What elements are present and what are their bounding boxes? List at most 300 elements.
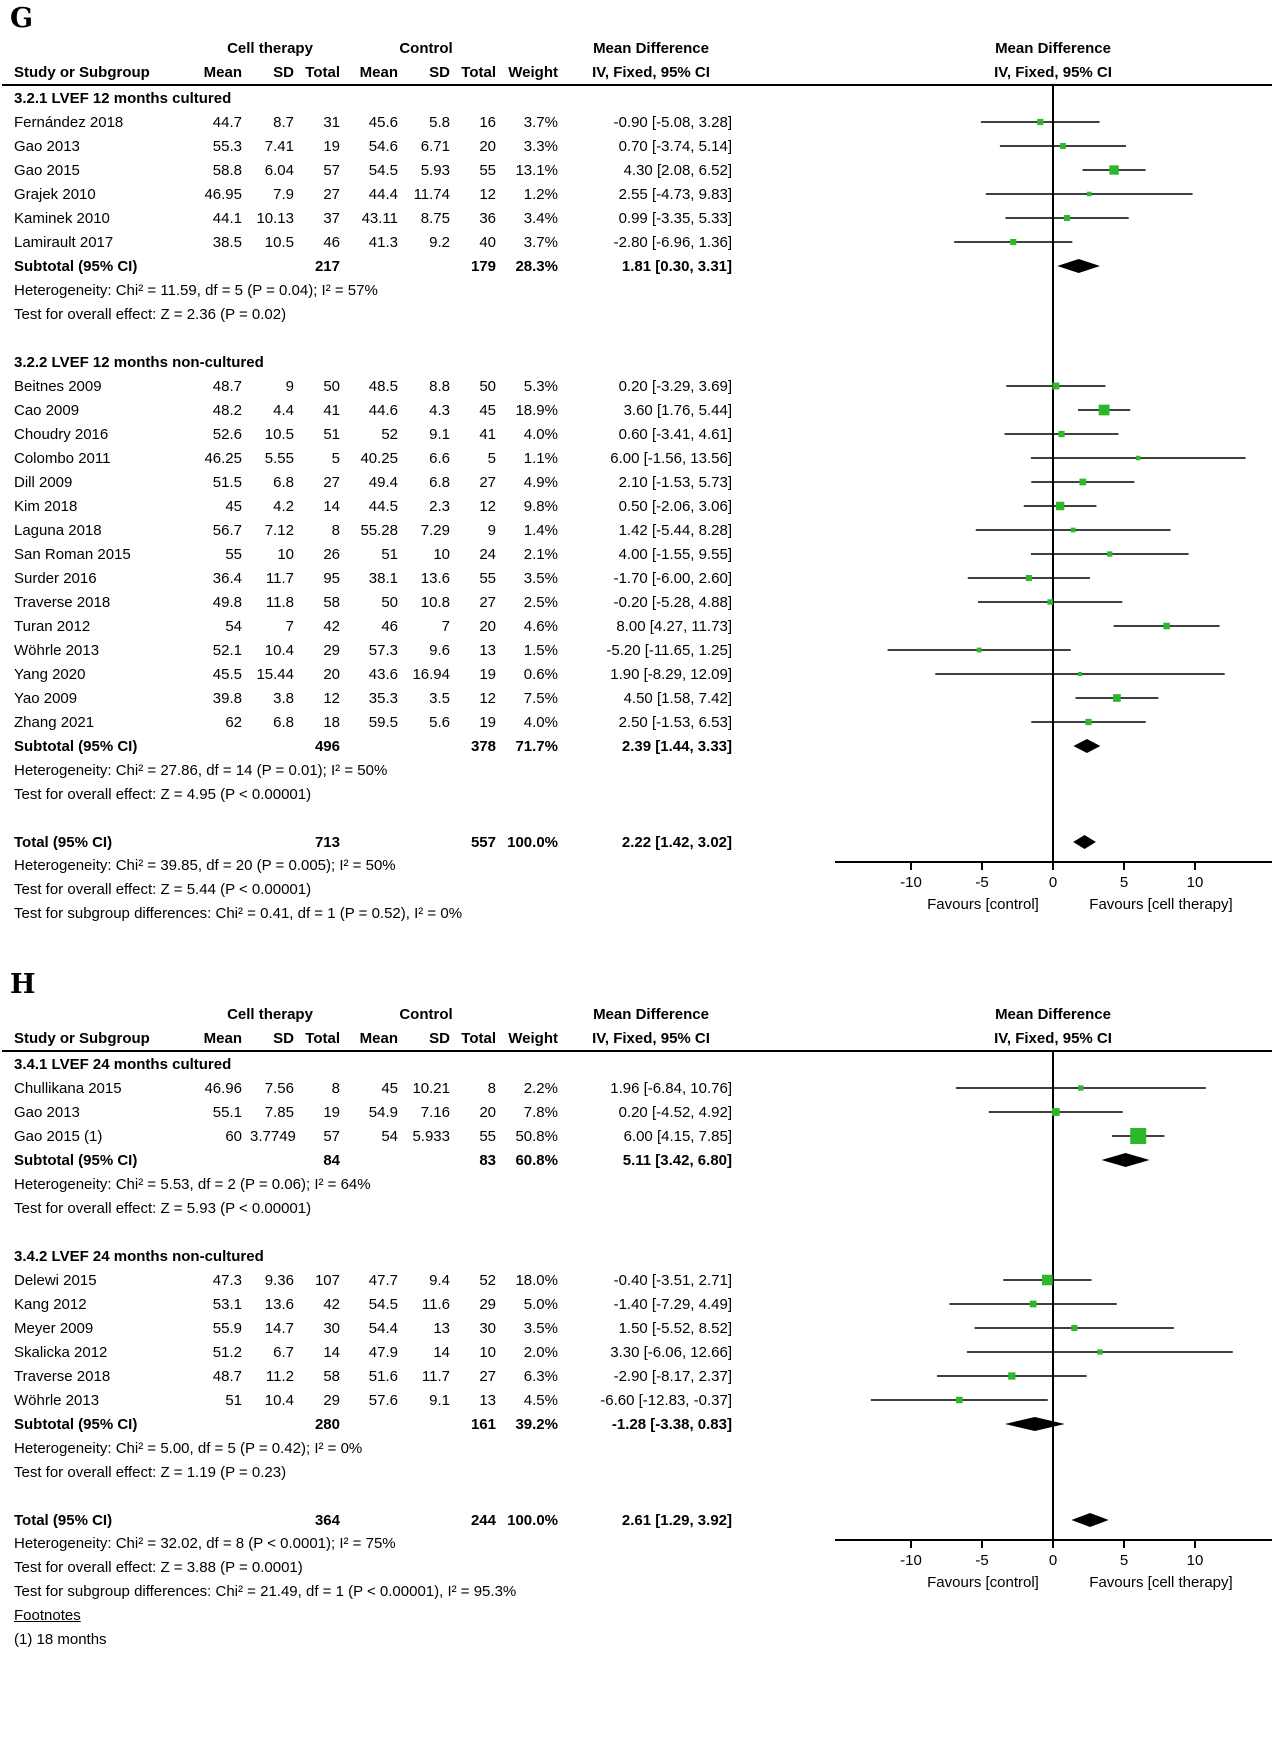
ci-plot-cell [736, 230, 1272, 254]
table-row [2, 1172, 1272, 1196]
study-name: Subtotal (95% CI) [14, 1151, 138, 1169]
ci-text: 2.39 [1.44, 3.33] [621, 737, 732, 755]
w-cell: 2.1% [523, 545, 558, 563]
col-header-weight-8: Weight [508, 1029, 558, 1047]
study-name: Colombo 2011 [14, 449, 111, 467]
table-row [2, 374, 1272, 398]
effect-marker [1071, 1325, 1077, 1331]
w-cell: 3.4% [523, 209, 558, 227]
effect-marker [1107, 551, 1112, 556]
effect-marker [1060, 143, 1066, 149]
w-cell: 2.2% [523, 1079, 558, 1097]
ci-plot-cell [736, 830, 1272, 854]
study-name: Traverse 2018 [14, 593, 111, 611]
col-header-total-4: Total [305, 63, 340, 81]
w-cell: 4.9% [523, 473, 558, 491]
ci-plot [736, 1364, 1272, 1388]
ci-text: 1.50 [-5.52, 8.52] [618, 1319, 732, 1337]
n1-cell: 20 [323, 665, 340, 683]
sd1-cell: 7.56 [264, 1079, 294, 1097]
table-row [2, 302, 1272, 326]
tick-label: -10 [900, 1552, 922, 1569]
sd2-cell: 11.6 [421, 1295, 450, 1313]
n2-cell: 12 [479, 497, 496, 515]
m1-cell: 49.8 [212, 593, 242, 611]
ci-text: 0.20 [-4.52, 4.92] [618, 1103, 732, 1121]
col-header-sd-6: SD [429, 63, 450, 81]
sd1-cell: 7.41 [264, 137, 294, 155]
ci-plot [736, 422, 1272, 446]
m2-cell: 38.1 [368, 569, 398, 587]
effect-marker [1010, 239, 1016, 245]
m2-cell: 41.3 [368, 233, 398, 251]
n1-cell: 50 [323, 377, 340, 395]
ci-text: -2.90 [-8.17, 2.37] [613, 1367, 732, 1385]
ci-plot [736, 206, 1272, 230]
ci-plot [736, 566, 1272, 590]
w-cell: 1.1% [523, 449, 558, 467]
sd1-cell: 11.7 [265, 569, 294, 587]
n1-cell: 217 [314, 257, 340, 275]
favours-left-label: Favours [control] [927, 1574, 1039, 1591]
table-row [2, 566, 1272, 590]
col-header-mean-5: Mean [359, 1029, 398, 1047]
ci-text: 0.60 [-3.41, 4.61] [618, 425, 732, 443]
table-row [2, 1412, 1272, 1436]
m2-cell: 54.5 [368, 161, 398, 179]
ci-text: 0.50 [-2.06, 3.06] [618, 497, 732, 515]
ci-plot-cell [736, 1052, 1272, 1076]
tick-label: 10 [1186, 874, 1204, 891]
effect-marker [1079, 479, 1086, 486]
n1-cell: 19 [323, 137, 340, 155]
study-name: Kaminek 2010 [14, 209, 110, 227]
sd2-cell: 9.1 [429, 425, 450, 443]
effect-marker [1078, 1085, 1083, 1090]
m1-cell: 55 [225, 545, 242, 563]
effect-marker [1163, 623, 1170, 630]
sd1-cell: 6.7 [273, 1343, 294, 1361]
n2-cell: 378 [470, 737, 496, 755]
stats-text: Heterogeneity: Chi² = 5.00, df = 5 (P = 0.42); I² = 0% [14, 1439, 363, 1457]
n2-cell: 27 [479, 1367, 496, 1385]
n1-cell: 8 [331, 1079, 340, 1097]
panel-label: H [10, 969, 36, 1000]
table-row [2, 1388, 1272, 1412]
m1-cell: 60 [225, 1127, 242, 1145]
sd1-cell: 6.8 [273, 473, 294, 491]
ci-plot [736, 614, 1272, 638]
mean-difference-plot-header: Mean Difference [995, 39, 1111, 57]
effect-marker [1136, 456, 1140, 460]
stats-text: Heterogeneity: Chi² = 39.85, df = 20 (P = 0.005); I² = 50% [14, 857, 396, 874]
pooled-diamond [1071, 1513, 1108, 1527]
ci-text: -1.40 [-7.29, 4.49] [613, 1295, 732, 1313]
stats-text: Test for overall effect: Z = 5.44 (P < 0.00001) [14, 881, 312, 898]
ci-plot [736, 1268, 1272, 1292]
mean-difference-header: Mean Difference [593, 39, 709, 57]
n1-cell: 30 [323, 1319, 340, 1337]
n2-cell: 45 [479, 401, 496, 419]
study-name: Total (95% CI) [14, 833, 113, 851]
ci-plot-cell [736, 134, 1272, 158]
effect-marker [1052, 1108, 1060, 1116]
stats-text: Test for overall effect: Z = 2.36 (P = 0.02) [14, 305, 287, 323]
table-row [2, 1244, 1272, 1268]
ci-plot-cell [736, 422, 1272, 446]
sd2-cell: 16.94 [412, 665, 450, 683]
effect-marker [1052, 383, 1059, 390]
ci-plot-cell [736, 470, 1272, 494]
ci-plot [736, 110, 1272, 134]
ci-plot-cell [736, 1076, 1272, 1100]
sd1-cell: 10 [277, 545, 294, 563]
effect-marker [1047, 599, 1053, 605]
m1-cell: 39.8 [212, 689, 242, 707]
ci-plot-cell [736, 374, 1272, 398]
n1-cell: 364 [314, 1511, 340, 1529]
n2-cell: 83 [479, 1151, 496, 1169]
pooled-plot [736, 1508, 1272, 1532]
bottom-stats [2, 1532, 736, 1652]
ci-plot [736, 1316, 1272, 1340]
m2-cell: 44.4 [368, 185, 398, 203]
ci-text: -1.70 [-6.00, 2.60] [613, 569, 732, 587]
n1-cell: 46 [323, 233, 340, 251]
ci-plot-cell [736, 1460, 1272, 1484]
sd2-cell: 7.29 [420, 521, 450, 539]
stats-text: Test for overall effect: Z = 4.95 (P < 0.00001) [14, 785, 312, 803]
sd2-cell: 10.21 [412, 1079, 450, 1097]
ci-text: 0.99 [-3.35, 5.33] [618, 209, 732, 227]
table-row [2, 446, 1272, 470]
ci-plot [736, 134, 1272, 158]
table-row [2, 1292, 1272, 1316]
m1-cell: 46.95 [204, 185, 242, 203]
n2-cell: 20 [479, 617, 496, 635]
m1-cell: 55.9 [212, 1319, 242, 1337]
bottom-row [2, 854, 1272, 926]
subgroup-title: 3.4.2 LVEF 24 months non-cultured [14, 1247, 264, 1265]
study-name: Subtotal (95% CI) [14, 257, 138, 275]
table-row [2, 710, 1272, 734]
sd1-cell: 5.55 [264, 449, 294, 467]
ci-plot-cell [736, 1148, 1272, 1172]
table-row [2, 206, 1272, 230]
mean-difference-header: Mean Difference [593, 1005, 709, 1023]
stats-text: Test for overall effect: Z = 3.88 (P = 0.0001) [14, 1559, 303, 1576]
ci-plot-cell [736, 1124, 1272, 1148]
ci-plot-cell [736, 1316, 1272, 1340]
study-name: Turan 2012 [14, 617, 91, 635]
ci-text: 6.00 [4.15, 7.85] [623, 1127, 732, 1145]
ci-plot-cell [736, 638, 1272, 662]
ci-plot-cell [736, 1196, 1272, 1220]
m2-cell: 45 [381, 1079, 398, 1097]
col-header-mean-2: Mean [203, 1029, 242, 1047]
sd1-cell: 10.4 [264, 1391, 294, 1409]
table-row [2, 542, 1272, 566]
study-name: Wöhrle 2013 [14, 1391, 100, 1409]
n2-cell: 55 [479, 1127, 496, 1145]
panel-label: G [10, 3, 34, 34]
n1-cell: 26 [323, 545, 340, 563]
n2-cell: 244 [470, 1511, 496, 1529]
w-cell: 1.4% [523, 521, 558, 539]
subgroup-title: 3.4.1 LVEF 24 months cultured [14, 1055, 232, 1073]
effect-marker [1078, 672, 1082, 676]
n1-cell: 42 [323, 1295, 340, 1313]
m2-cell: 44.6 [368, 401, 398, 419]
effect-marker [956, 1397, 963, 1404]
n2-cell: 557 [470, 833, 496, 851]
effect-marker [1071, 528, 1076, 533]
m2-cell: 45.6 [368, 113, 398, 131]
n1-cell: 57 [323, 161, 340, 179]
ci-text: 0.20 [-3.29, 3.69] [618, 377, 732, 395]
w-cell: 100.0% [507, 1511, 558, 1529]
w-cell: 71.7% [515, 737, 558, 755]
table-row [2, 1196, 1272, 1220]
ci-plot [736, 230, 1272, 254]
ci-plot-cell [736, 206, 1272, 230]
sd1-cell: 7.12 [264, 521, 294, 539]
ci-plot [736, 662, 1272, 686]
table-row [2, 1076, 1272, 1100]
m1-cell: 55.3 [212, 137, 242, 155]
sd2-cell: 10 [433, 545, 450, 563]
ci-text: 4.00 [-1.55, 9.55] [618, 545, 732, 563]
sd2-cell: 13 [433, 1319, 450, 1337]
sd2-cell: 9.2 [429, 233, 450, 251]
ci-text: -0.40 [-3.51, 2.71] [613, 1271, 732, 1289]
m1-cell: 52.1 [212, 641, 242, 659]
m2-cell: 54.4 [368, 1319, 398, 1337]
ci-text: 2.22 [1.42, 3.02] [621, 833, 732, 851]
w-cell: 3.7% [523, 233, 558, 251]
n1-cell: 58 [323, 1367, 340, 1385]
m1-cell: 53.1 [212, 1295, 242, 1313]
ci-text: 4.30 [2.08, 6.52] [623, 161, 732, 179]
spacer-row [2, 1220, 1272, 1244]
effect-marker [1037, 119, 1043, 125]
m1-cell: 51.5 [212, 473, 242, 491]
effect-marker [977, 648, 982, 653]
sd2-cell: 10.8 [420, 593, 450, 611]
col-header-mean-5: Mean [359, 63, 398, 81]
ci-plot-cell [736, 1412, 1272, 1436]
m1-cell: 46.25 [204, 449, 242, 467]
ci-text: 2.55 [-4.73, 9.83] [618, 185, 732, 203]
pooled-plot [736, 830, 1272, 854]
sd2-cell: 9.6 [429, 641, 450, 659]
m1-cell: 58.8 [212, 161, 242, 179]
sd1-cell: 7.9 [273, 185, 294, 203]
study-name: Kang 2012 [14, 1295, 87, 1313]
study-name: Delewi 2015 [14, 1271, 97, 1289]
table-row [2, 518, 1272, 542]
header-columns-row [2, 60, 1272, 86]
table-row [2, 182, 1272, 206]
w-cell: 1.2% [523, 185, 558, 203]
table-row [2, 1436, 1272, 1460]
m1-cell: 51.2 [212, 1343, 242, 1361]
pooled-plot [736, 254, 1272, 278]
study-name: Meyer 2009 [14, 1319, 94, 1337]
table-row [2, 758, 1272, 782]
study-name: Beitnes 2009 [14, 377, 102, 395]
n1-cell: 14 [323, 497, 340, 515]
w-cell: 13.1% [515, 161, 558, 179]
table-row [2, 830, 1272, 854]
stats-text: Heterogeneity: Chi² = 11.59, df = 5 (P = 0.04); I² = 57% [14, 281, 378, 299]
m2-cell: 48.5 [368, 377, 398, 395]
effect-marker [1113, 694, 1121, 702]
m1-cell: 45.5 [212, 665, 242, 683]
m1-cell: 44.1 [212, 209, 242, 227]
sd2-cell: 9.1 [429, 1391, 450, 1409]
ci-plot [736, 158, 1272, 182]
table-row [2, 494, 1272, 518]
pooled-diamond [1057, 259, 1100, 273]
sd2-cell: 7.16 [420, 1103, 450, 1121]
sd1-cell: 10.5 [264, 233, 294, 251]
n2-cell: 40 [479, 233, 496, 251]
table-row [2, 782, 1272, 806]
ci-plot-cell [736, 158, 1272, 182]
favours-left-label: Favours [control] [927, 896, 1039, 913]
w-cell: 0.6% [523, 665, 558, 683]
spacer-row [2, 806, 1272, 830]
study-name: Choudry 2016 [14, 425, 109, 443]
stats-text: Test for overall effect: Z = 1.19 (P = 0.23) [14, 1463, 287, 1481]
m2-cell: 54.9 [368, 1103, 398, 1121]
n1-cell: 12 [323, 689, 340, 707]
n1-cell: 27 [323, 185, 340, 203]
effect-marker [1109, 165, 1118, 174]
m2-cell: 54.5 [368, 1295, 398, 1313]
study-name: Chullikana 2015 [14, 1079, 122, 1097]
sd2-cell: 6.71 [420, 137, 450, 155]
ci-plot [736, 1340, 1272, 1364]
sd1-cell: 7.85 [264, 1103, 294, 1121]
study-name: Zhang 2021 [14, 713, 95, 731]
ci-text: -0.20 [-5.28, 4.88] [613, 593, 732, 611]
w-cell: 6.3% [523, 1367, 558, 1385]
ci-col-header: IV, Fixed, 95% CI [592, 63, 710, 81]
ci-plot-cell [736, 278, 1272, 302]
ci-text: 1.81 [0.30, 3.31] [621, 257, 732, 275]
w-cell: 18.0% [515, 1271, 558, 1289]
ci-plot-cell [736, 614, 1272, 638]
w-cell: 3.3% [523, 137, 558, 155]
table-row [2, 158, 1272, 182]
w-cell: 9.8% [523, 497, 558, 515]
n1-cell: 42 [323, 617, 340, 635]
n2-cell: 12 [479, 689, 496, 707]
tick-label: 5 [1119, 874, 1129, 891]
sd1-cell: 6.8 [273, 713, 294, 731]
m2-cell: 54 [381, 1127, 398, 1145]
subgroup-title: 3.2.2 LVEF 12 months non-cultured [14, 353, 264, 371]
ci-plot-cell [736, 254, 1272, 278]
m1-cell: 48.7 [212, 377, 242, 395]
sd1-cell: 14.7 [264, 1319, 294, 1337]
ci-text: 1.90 [-8.29, 12.09] [610, 665, 732, 683]
n2-cell: 20 [479, 137, 496, 155]
m1-cell: 47.3 [212, 1271, 242, 1289]
effect-marker [1042, 1275, 1053, 1286]
table-row [2, 1268, 1272, 1292]
x-axis [736, 854, 1272, 920]
pooled-diamond [1102, 1153, 1150, 1167]
n2-cell: 41 [479, 425, 496, 443]
table-row [2, 422, 1272, 446]
ci-text: 2.10 [-1.53, 5.73] [618, 473, 732, 491]
m1-cell: 56.7 [212, 521, 242, 539]
ci-plot-cell [736, 590, 1272, 614]
table-row [2, 470, 1272, 494]
ci-plot-cell [736, 542, 1272, 566]
table-row [2, 662, 1272, 686]
pooled-plot [736, 1148, 1272, 1172]
ci-plot [736, 182, 1272, 206]
sd1-cell: 10.5 [264, 425, 294, 443]
ci-plot-cell [736, 686, 1272, 710]
m2-cell: 47.7 [368, 1271, 398, 1289]
m2-cell: 43.6 [368, 665, 398, 683]
sd2-cell: 4.3 [429, 401, 450, 419]
m2-cell: 40.25 [360, 449, 398, 467]
w-cell: 2.5% [523, 593, 558, 611]
w-cell: 28.3% [515, 257, 558, 275]
m2-cell: 51.6 [368, 1367, 398, 1385]
subgroup-title: 3.2.1 LVEF 12 months cultured [14, 89, 232, 107]
ci-plot [736, 710, 1272, 734]
table-row [2, 590, 1272, 614]
n2-cell: 13 [479, 1391, 496, 1409]
w-cell: 60.8% [515, 1151, 558, 1169]
n2-cell: 179 [470, 257, 496, 275]
w-cell: 50.8% [515, 1127, 558, 1145]
ci-text: 2.61 [1.29, 3.92] [621, 1511, 732, 1529]
ci-text: 2.50 [-1.53, 6.53] [618, 713, 732, 731]
n1-cell: 14 [323, 1343, 340, 1361]
n1-cell: 29 [323, 1391, 340, 1409]
w-cell: 2.0% [523, 1343, 558, 1361]
table-row [2, 1364, 1272, 1388]
pooled-diamond [1005, 1417, 1065, 1431]
effect-marker [1099, 405, 1110, 416]
sd1-cell: 10.4 [264, 641, 294, 659]
forest-table [2, 1002, 1272, 1652]
tick-label: 5 [1119, 1552, 1129, 1569]
study-col-header: Study or Subgroup [14, 1029, 150, 1047]
forest-panel-H [2, 970, 1274, 1652]
ci-plot [736, 1124, 1272, 1148]
n1-cell: 29 [323, 641, 340, 659]
ci-text: 5.11 [3.42, 6.80] [622, 1151, 732, 1169]
header-columns-row [2, 1026, 1272, 1052]
n2-cell: 30 [479, 1319, 496, 1337]
axis-cell [736, 854, 1272, 920]
ci-plot-cell [736, 734, 1272, 758]
ci-plot-cell [736, 1172, 1272, 1196]
sd1-cell: 3.7749 [250, 1127, 296, 1145]
col-header-total-7: Total [461, 1029, 496, 1047]
n1-cell: 713 [314, 833, 340, 851]
n2-cell: 8 [487, 1079, 496, 1097]
